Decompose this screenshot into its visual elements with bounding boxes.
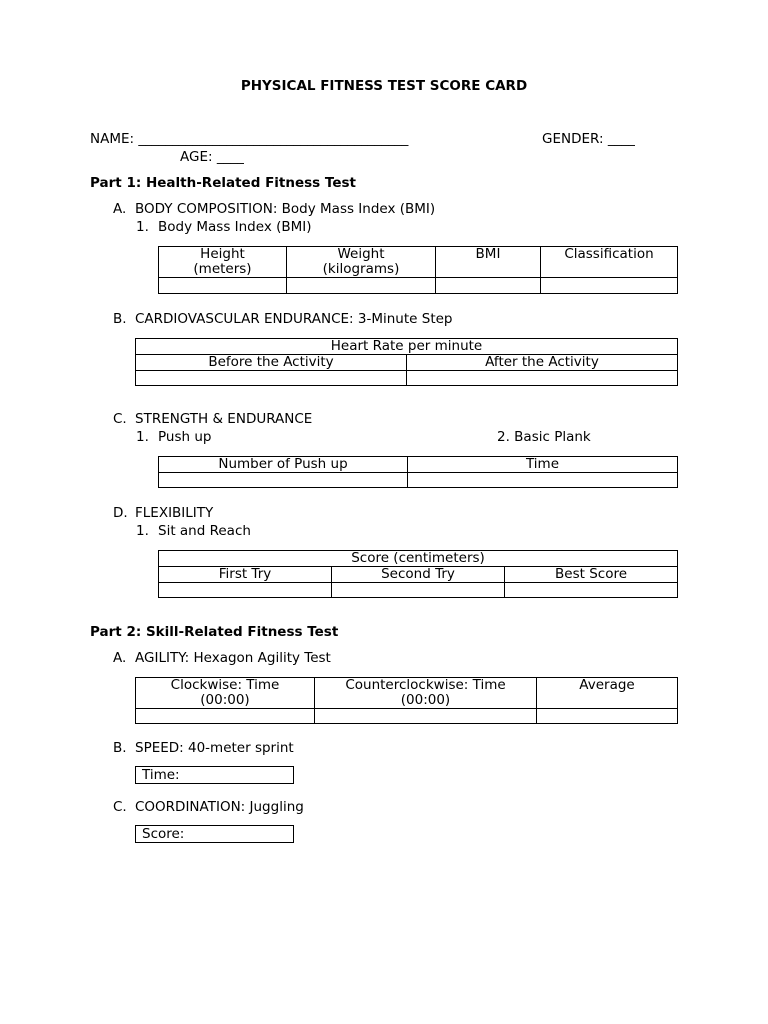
first-try-cell[interactable] [159, 583, 332, 598]
bmi-col-classification: Classification [541, 247, 678, 278]
item-marker: 1. [136, 429, 149, 445]
plank-time-cell[interactable] [408, 473, 678, 488]
flexibility-col-first: First Try [159, 567, 332, 583]
section-marker: A. [113, 650, 127, 666]
part2-heading: Part 2: Skill-Related Fitness Test [90, 624, 339, 640]
strength-col-pushups: Number of Push up [159, 457, 408, 473]
gender-field[interactable]: GENDER: ____ [542, 131, 635, 147]
flexibility-table [158, 550, 678, 598]
bmi-col-bmi: BMI [436, 247, 541, 278]
heart-rate-col-after: After the Activity [407, 355, 678, 371]
strength-table [158, 456, 678, 488]
section-marker: B. [113, 311, 127, 327]
cardio-label: CARDIOVASCULAR ENDURANCE: 3-Minute Step [135, 311, 453, 327]
agility-col-counterclockwise: Counterclockwise: Time (00:00) [315, 678, 537, 709]
speed-time-box[interactable]: Time: [135, 766, 294, 784]
strength-col-time: Time [408, 457, 678, 473]
coordination-score-box[interactable]: Score: [135, 825, 294, 843]
second-try-cell[interactable] [332, 583, 505, 598]
push-up-sublabel: Push up [158, 429, 212, 445]
heart-rate-after-cell[interactable] [407, 371, 678, 386]
bmi-table [158, 246, 678, 294]
speed-label: SPEED: 40-meter sprint [135, 740, 294, 756]
pushups-cell[interactable] [159, 473, 408, 488]
bmi-col-weight: Weight (kilograms) [287, 247, 436, 278]
heart-rate-col-before: Before the Activity [136, 355, 407, 371]
flexibility-header: Score (centimeters) [159, 551, 678, 567]
section-marker: A. [113, 201, 127, 217]
coordination-label: COORDINATION: Juggling [135, 799, 304, 815]
heart-rate-before-cell[interactable] [136, 371, 407, 386]
bmi-sublabel: Body Mass Index (BMI) [158, 219, 312, 235]
section-marker: B. [113, 740, 127, 756]
age-field[interactable]: AGE: ____ [180, 149, 244, 165]
body-composition-label: BODY COMPOSITION: Body Mass Index (BMI) [135, 201, 436, 217]
sit-reach-sublabel: Sit and Reach [158, 523, 251, 539]
section-marker: C. [113, 411, 127, 427]
agility-table [135, 677, 678, 724]
best-score-cell[interactable] [505, 583, 678, 598]
bmi-classification-cell[interactable] [541, 278, 678, 294]
flexibility-col-best: Best Score [505, 567, 678, 583]
bmi-height-cell[interactable] [159, 278, 287, 294]
item-marker: 1. [136, 219, 149, 235]
name-field[interactable]: NAME: ________________________________________ [90, 131, 409, 147]
page-title: PHYSICAL FITNESS TEST SCORE CARD [240, 78, 528, 94]
average-cell[interactable] [537, 709, 678, 724]
bmi-col-height: Height (meters) [159, 247, 287, 278]
heart-rate-header: Heart Rate per minute [136, 339, 678, 355]
agility-col-average: Average [537, 678, 678, 709]
part1-heading: Part 1: Health-Related Fitness Test [90, 175, 356, 191]
section-marker: D. [113, 505, 128, 521]
basic-plank-sublabel: 2. Basic Plank [497, 429, 591, 445]
item-marker: 1. [136, 523, 149, 539]
section-marker: C. [113, 799, 127, 815]
flexibility-col-second: Second Try [332, 567, 505, 583]
strength-label: STRENGTH & ENDURANCE [135, 411, 313, 427]
clockwise-cell[interactable] [136, 709, 315, 724]
bmi-weight-cell[interactable] [287, 278, 436, 294]
bmi-value-cell[interactable] [436, 278, 541, 294]
agility-label: AGILITY: Hexagon Agility Test [135, 650, 331, 666]
flexibility-label: FLEXIBILITY [135, 505, 214, 521]
agility-col-clockwise: Clockwise: Time (00:00) [136, 678, 315, 709]
counterclockwise-cell[interactable] [315, 709, 537, 724]
heart-rate-table [135, 338, 678, 386]
